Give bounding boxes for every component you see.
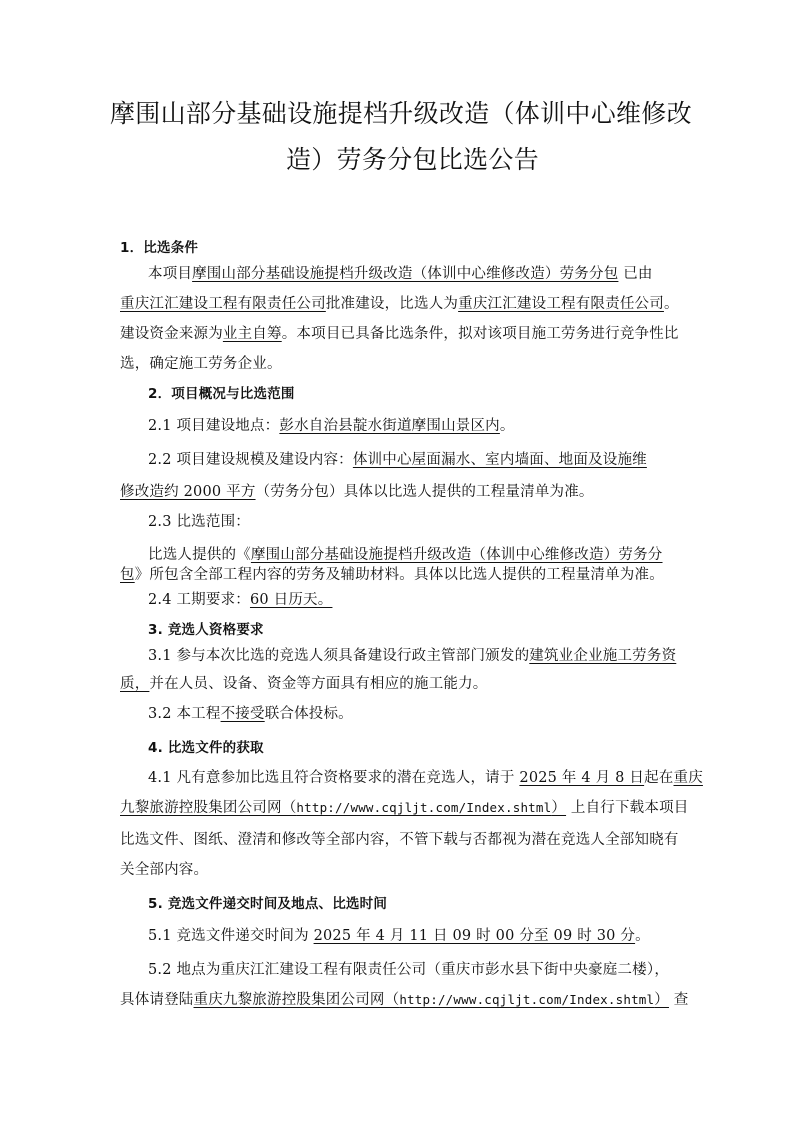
s1-paragraph-line-4: 选，确定施工劳务企业。: [120, 356, 282, 372]
text: 并在人员、设备、资金等方面具有相应的施工能力。: [149, 676, 488, 692]
text: 2.1 项目建设地点：: [148, 418, 280, 434]
document-title-line-2: 造）劳务分包比选公告: [286, 145, 540, 174]
scope-project-name-cont: 包: [120, 567, 135, 583]
fund-source: 业主自筹: [222, 326, 282, 342]
s1-paragraph-line-1: [148, 266, 653, 282]
section-1-heading: 1．比选条件: [120, 240, 199, 256]
submission-time: 2025 年 4 月 11 日 09 时 00 分至 09 时 30 分: [313, 928, 636, 944]
download-site-bracket: ）: [551, 800, 567, 816]
text: 具体请登陆: [120, 992, 194, 1008]
approver-name: 重庆江汇建设工程有限责任公司: [120, 296, 326, 312]
text: 已由: [618, 266, 653, 282]
s4-line-1: [148, 770, 703, 786]
s1-paragraph-line-3: [120, 326, 679, 342]
text: 3.1 参与本次比选的竞选人须具备建设行政主管部门颁发的: [148, 648, 530, 664]
s5-submit-time: [148, 928, 650, 944]
text: 联合体投标。: [264, 706, 353, 722]
document-title-line-1: 摩围山部分基础设施提档升级改造（体训中心维修改: [110, 99, 692, 128]
text: 4.1 凡有意参加比选且符合资格要求的潜在竞选人，请于: [148, 770, 520, 786]
text: 。: [663, 296, 679, 312]
s3-qualification-line-1: [148, 648, 676, 664]
text: 3.2 本工程: [148, 706, 221, 722]
duration-value: 60 日历天。: [249, 592, 333, 608]
text: 。本项目已具备比选条件，拟对该项目施工劳务进行竞争性比: [281, 326, 679, 342]
s4-line-3: 比选文件、图纸、澄清和修改等全部内容，不管下载与否都视为潜在竞选人全部知晓有: [120, 832, 679, 848]
text: 2.4 工期要求：: [148, 592, 250, 608]
text: 查: [668, 992, 689, 1008]
site-bracket: ）: [654, 992, 669, 1008]
text: 批准建设，比选人为: [325, 296, 459, 312]
site-url-link[interactable]: http://www.cqjljt.com/Index.shtml: [399, 992, 655, 1007]
s2-scale-line-2: [120, 484, 594, 500]
qualification-requirement-cont: 质，: [120, 676, 150, 692]
section-5-heading: 5. 竞选文件递交时间及地点、比选时间: [148, 896, 388, 912]
s2-scope-line-1: [148, 547, 663, 563]
download-site-name: 重庆: [673, 770, 703, 786]
s4-line-4: 关全部内容。: [120, 862, 209, 878]
text: 5.1 竞选文件递交时间为: [148, 928, 314, 944]
s2-scale-line-1: [148, 452, 647, 468]
qualification-requirement: 建筑业企业施工劳务资: [529, 648, 677, 664]
s5-place-line-1: 5.2 地点为重庆江汇建设工程有限责任公司（重庆市彭水县下街中央豪庭二楼），: [148, 962, 670, 978]
s3-qualification-line-2: [120, 676, 488, 692]
section-4-heading: 4. 比选文件的获取: [148, 740, 264, 756]
s4-line-2: [120, 800, 688, 816]
site-name: 重庆九黎旅游控股集团公司网（: [193, 992, 400, 1008]
section-2-heading: 2．项目概况与比选范围: [148, 386, 295, 402]
s2-duration: [148, 592, 332, 608]
download-url-link[interactable]: http://www.cqjljt.com/Index.shtml: [296, 800, 552, 815]
text: 。: [499, 418, 515, 434]
s3-consortium: [148, 706, 353, 722]
text: 本项目: [148, 266, 193, 282]
project-scale: 体训中心屋面漏水、室内墙面、地面及设施维: [352, 452, 647, 468]
section-3-heading: 3. 竞选人资格要求: [148, 622, 264, 638]
selector-name: 重庆江汇建设工程有限责任公司: [458, 296, 664, 312]
text: 比选人提供的《: [148, 547, 251, 563]
text: （劳务分包）具体以比选人提供的工程量清单为准。: [255, 484, 594, 500]
text: 上自行下载本项目: [566, 800, 689, 816]
project-scale-cont: 修改造约 2000 平方: [120, 484, 256, 500]
project-location: 彭水自治县靛水街道摩围山景区内: [279, 418, 500, 434]
s1-paragraph-line-2: [120, 296, 679, 312]
download-site-name-cont: 九黎旅游控股集团公司网（: [120, 800, 297, 816]
text: 起在: [644, 770, 674, 786]
s2-scope-line-2: [120, 567, 664, 583]
text: 2.2 项目建设规模及建设内容：: [148, 452, 353, 468]
project-name: 摩围山部分基础设施提档升级改造（体训中心维修改造）劳务分包: [192, 266, 619, 282]
text: 建设资金来源为: [120, 326, 223, 342]
s2-location: [148, 418, 515, 434]
scope-project-name: 摩围山部分基础设施提档升级改造（体训中心维修改造）劳务分: [250, 547, 663, 563]
s5-place-line-2: [120, 992, 688, 1008]
download-start-date: 2025 年 4 月 8 日: [519, 770, 645, 786]
s2-scope-label: 2.3 比选范围：: [148, 514, 250, 530]
text: 。: [635, 928, 650, 944]
text: 》所包含全部工程内容的劳务及辅助材料。具体以比选人提供的工程量清单为准。: [134, 567, 664, 583]
consortium-policy: 不接受: [220, 706, 265, 722]
